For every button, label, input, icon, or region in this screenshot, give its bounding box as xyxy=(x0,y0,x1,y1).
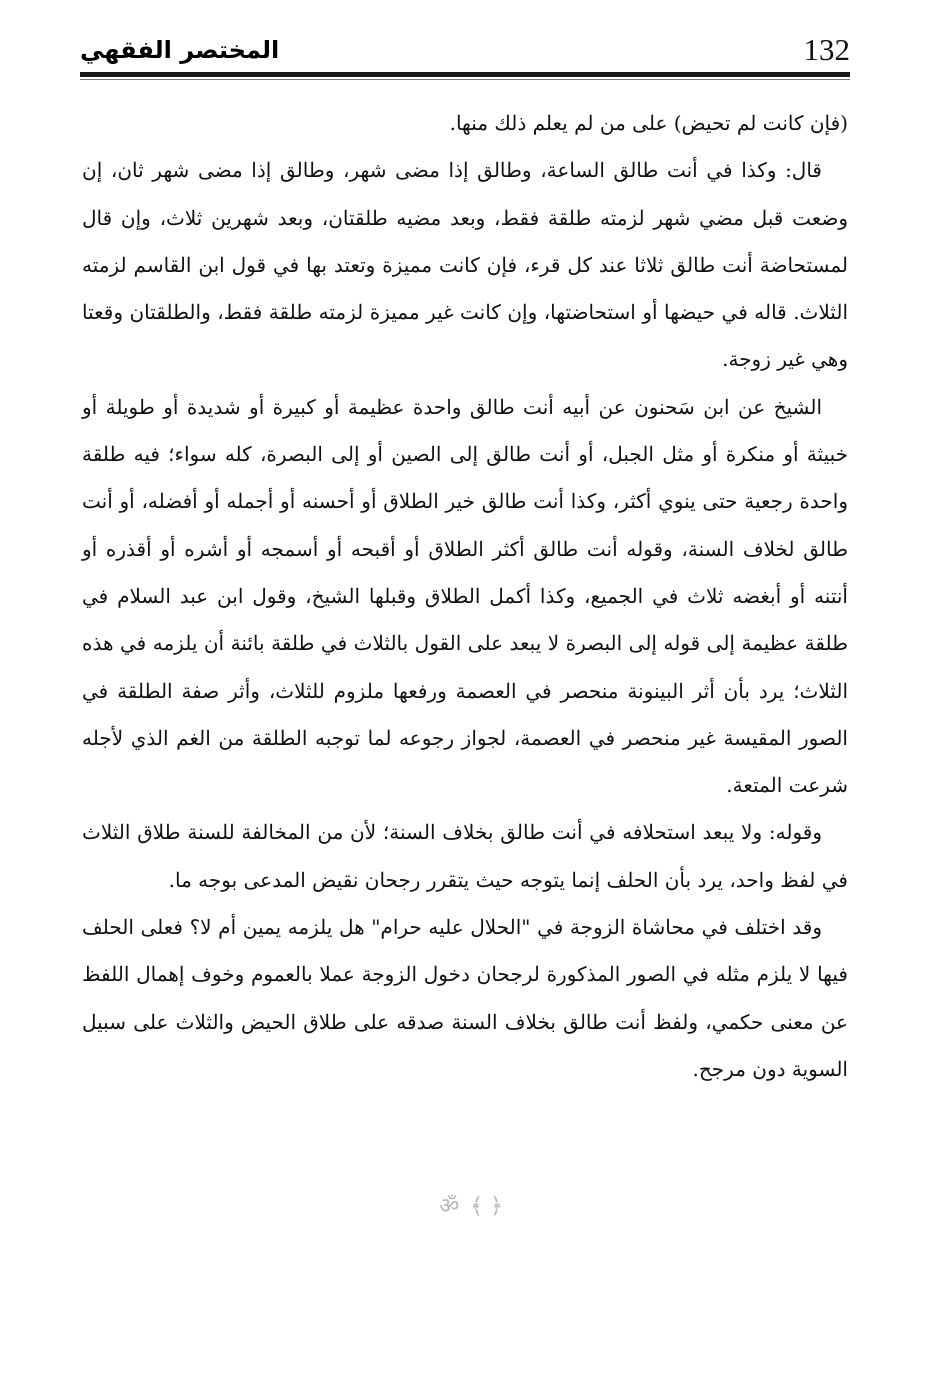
paragraph-5: وقد اختلف في محاشاة الزوجة في "الحلال عليه حرام" هل يلزمه يمين أم لا؟ فعلى الحلف فيها لا يلزم مثله في الصور المذكورة لرجحان دخول الزوجة عملا بالعموم وخوف إهمال اللفظ عن معنى حكمي، ولفظ أنت طالق بخلاف السنة صدقه على طلاق الحيض والثلاث على سبيل السوية دون مرجح. xyxy=(82,915,848,1081)
paragraph-2: قال: وكذا في أنت طالق الساعة، وطالق إذا مضى شهر، وطالق إذا مضى شهر ثان، إن وضعت قبل مضي شهر لزمته طلقة فقط، وبعد مضيه طلقتان، وبعد شهرين ثلاث، وإن قال لمستحاضة أنت طالق ثلاثا عند كل قرء، فإن كانت مميزة وتعتد بها في قول ابن القاسم لزمته الثلاث. قاله في حيضها أو استحاضتها، وإن كانت غير مميزة لزمته طلقة فقط، والطلقتان وقعتا وهي غير زوجة. xyxy=(82,158,848,372)
page-header xyxy=(80,28,850,80)
paragraph-3: الشيخ عن ابن سَحنون عن أبيه أنت طالق واحدة عظيمة أو كبيرة أو شديدة أو طويلة أو خبيثة أو منكرة أو مثل الجبل، أو أنت طالق إلى الصين أو إلى البصرة، كله سواء؛ فيه طلقة واحدة رجعية حتى ينوي أكثر، وكذا أنت طالق خير الطلاق أو أحسنه أو أجمله أو أفضله، أو أنت طالق لخلاف السنة، وقوله أنت طالق أكثر الطلاق أو أقبحه أو أسمجه أو أشره أو أقذره أو أنتنه أو أبغضه ثلاث في الجميع، وكذا أكمل الطلاق وقبلها الشيخ، وقول ابن عبد السلام في طلقة عظيمة إلى قوله إلى البصرة لا يبعد على القول بالثلاث في طلقة بائنة أن يلزمه في هذه الثلاث؛ يرد بأن أثر البينونة منحصر في العصمة ورفعها ملزوم للثلاث، وأثر صفة الطلقة في الصور المقيسة غير منحصر في العصمة، لجواز رجوعه لما توجبه الطلقة من الغم الذي لأجله شرعت المتعة. xyxy=(82,394,848,798)
page-number: 132 xyxy=(803,32,850,67)
paragraph-4: وقوله: ولا يبعد استحلافه في أنت طالق بخلاف السنة؛ لأن من المخالفة للسنة طلاق الثلاث في لفظ واحد، يرد بأن الحلف إنما يتوجه حيث يتقرر رجحان نقيض المدعى بوجه ما. xyxy=(82,820,848,892)
header-rule-thin xyxy=(80,79,850,80)
paragraph-1: (فإن كانت لم تحيض) على من لم يعلم ذلك منها. xyxy=(449,111,848,135)
book-title: المختصر الفقهي xyxy=(80,36,280,64)
page-body xyxy=(82,100,848,1093)
header-rule xyxy=(80,72,850,77)
end-ornament-icon: ॐ ﴾ ﴿ xyxy=(439,1194,503,1219)
